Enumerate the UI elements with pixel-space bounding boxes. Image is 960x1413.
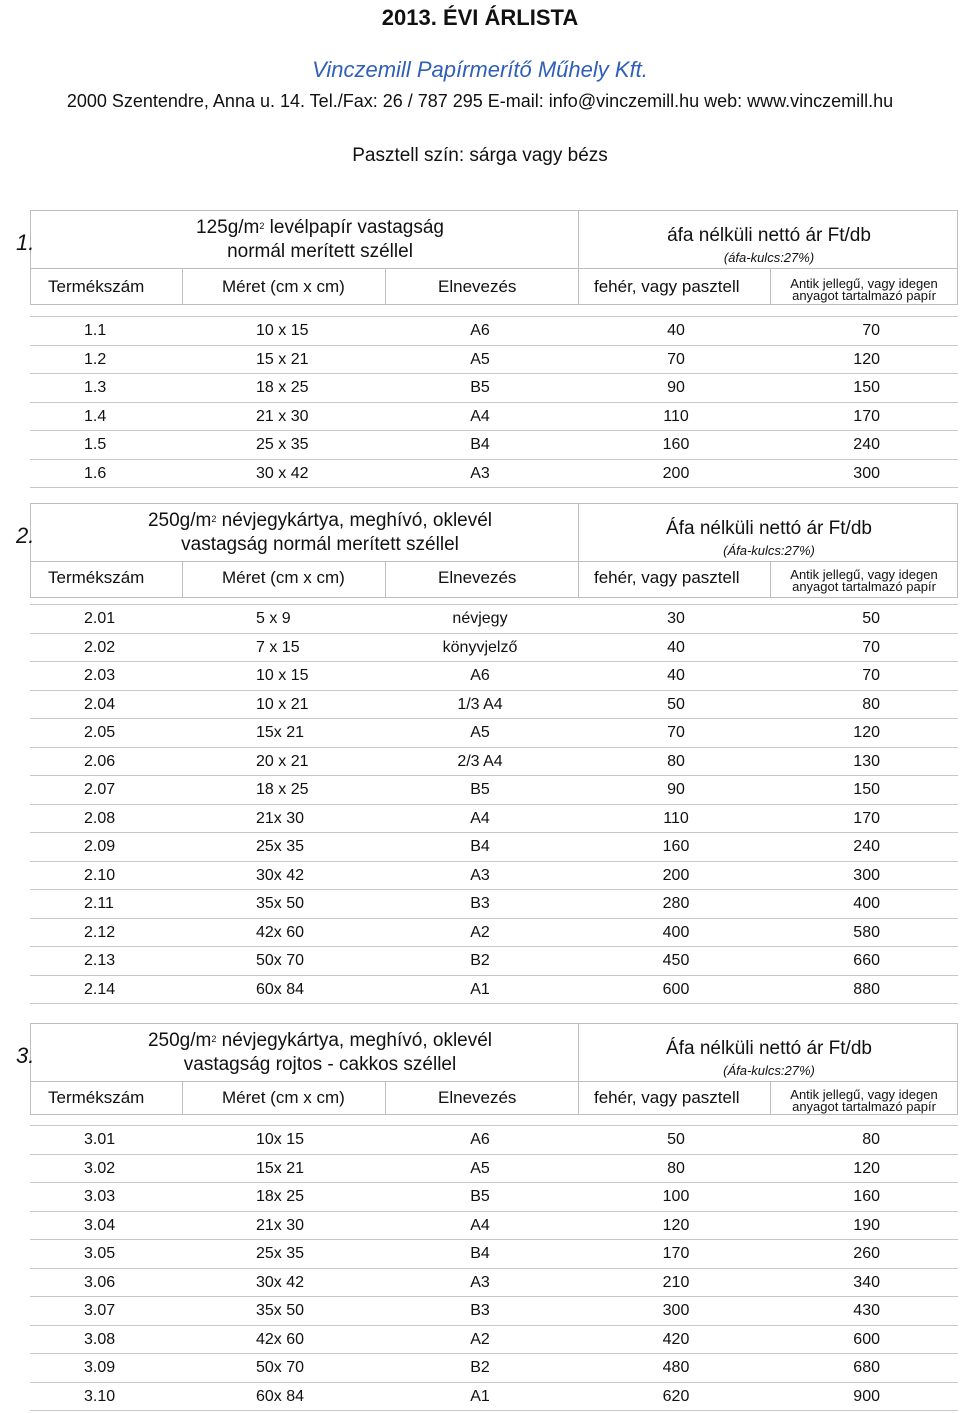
price-label: Áfa nélküli nettó ár Ft/db <box>666 518 872 539</box>
price-white: 100 <box>662 1188 690 1205</box>
price-white: 70 <box>667 350 685 368</box>
product-name: 2/3 A4 <box>457 752 503 770</box>
price-white: 200 <box>662 866 690 884</box>
size: 15x 21 <box>256 1159 305 1177</box>
size: 10 x 15 <box>256 667 309 684</box>
product-name: B4 <box>470 838 490 855</box>
product-name: A4 <box>470 407 490 425</box>
price-white: 90 <box>667 379 685 396</box>
table-row <box>0 1156 960 1184</box>
table-row <box>0 404 960 432</box>
description-line-1 <box>60 509 580 533</box>
table-row <box>0 863 960 891</box>
product-name: 1/3 A4 <box>457 695 503 713</box>
antik-line-2: anyagot tartalmazó papír <box>792 1099 936 1114</box>
price-white: 210 <box>662 1273 690 1291</box>
table-row <box>0 720 960 748</box>
table-row <box>0 834 960 862</box>
product-id: 3.10 <box>84 1387 116 1405</box>
size: 18 x 25 <box>256 379 309 396</box>
price-antik: 160 <box>853 1188 880 1205</box>
price-white: 40 <box>667 638 685 656</box>
row-divider <box>30 718 958 719</box>
price-antik: 70 <box>862 322 880 339</box>
price-antik: 150 <box>853 781 880 798</box>
table-row <box>0 1327 960 1355</box>
price-white: 80 <box>667 1159 685 1177</box>
row-divider <box>30 975 958 976</box>
product-name: A6 <box>470 322 490 339</box>
description-text: levélpapír vastagság <box>264 217 444 238</box>
column-header-id: Termékszám <box>48 1088 145 1107</box>
description-line-2: vastagság normál merített széllel <box>181 534 459 555</box>
table-row <box>0 635 960 663</box>
header-divider <box>385 1081 386 1115</box>
price-antik: 680 <box>853 1359 880 1376</box>
unit-superscript: 2 <box>259 221 265 231</box>
price-white: 90 <box>667 781 685 798</box>
size: 25x 35 <box>256 1245 305 1262</box>
price-antik: 150 <box>853 379 880 396</box>
price-antik: 260 <box>853 1245 880 1262</box>
paper-weight: 125g/m <box>196 217 260 238</box>
size: 42x 60 <box>256 1330 305 1348</box>
unit-superscript: 2 <box>211 1034 217 1044</box>
row-divider <box>30 1410 958 1411</box>
price-label: Áfa nélküli nettó ár Ft/db <box>666 1038 872 1059</box>
price-white: 280 <box>662 895 690 912</box>
price-antik: 120 <box>853 1159 880 1177</box>
column-header-id: Termékszám <box>48 568 145 587</box>
price-white: 160 <box>662 436 690 453</box>
table-row <box>0 461 960 489</box>
table-row <box>0 432 960 460</box>
table-row <box>0 1298 960 1326</box>
row-divider <box>30 1296 958 1297</box>
row-divider <box>30 373 958 374</box>
size: 50x 70 <box>256 952 305 969</box>
header-divider <box>182 1081 183 1115</box>
section-description <box>60 1029 580 1077</box>
price-antik: 70 <box>862 638 880 656</box>
product-id: 3.07 <box>84 1302 116 1319</box>
price-antik: 190 <box>853 1216 880 1234</box>
paper-weight: 250g/m <box>147 1030 212 1051</box>
row-divider <box>30 487 958 488</box>
row-divider <box>30 430 958 431</box>
product-name: A6 <box>470 667 490 684</box>
price-white: 30 <box>667 610 685 627</box>
column-header-antik <box>774 1089 954 1113</box>
size: 10 x 21 <box>256 695 309 713</box>
row-divider <box>30 316 958 317</box>
column-header-id: Termékszám <box>48 277 145 296</box>
table-row <box>0 318 960 346</box>
price-white: 160 <box>662 838 690 855</box>
row-divider <box>30 889 958 890</box>
size: 30x 42 <box>256 1273 305 1291</box>
column-header-name: Elnevezés <box>438 277 517 296</box>
price-antik: 600 <box>853 1330 880 1348</box>
product-id: 3.08 <box>84 1330 116 1348</box>
pastel-note: Pasztell szín: sárga vagy bézs <box>352 145 608 166</box>
price-antik: 50 <box>862 610 880 627</box>
header-divider <box>770 1081 771 1115</box>
product-id: 1.2 <box>84 350 107 368</box>
description-line-1 <box>60 216 580 240</box>
column-header-white: fehér, vagy pasztell <box>594 277 740 296</box>
column-header-antik <box>774 278 954 302</box>
size: 5 x 9 <box>256 610 291 627</box>
product-id: 1.1 <box>84 322 107 339</box>
product-id: 2.07 <box>84 781 116 798</box>
size: 30 x 42 <box>256 464 309 482</box>
price-white: 300 <box>662 1302 690 1319</box>
product-id: 1.3 <box>84 379 107 396</box>
antik-line-2: anyagot tartalmazó papír <box>792 579 936 594</box>
product-id: 3.03 <box>84 1188 116 1205</box>
description-line-1 <box>60 1029 580 1053</box>
size: 15 x 21 <box>256 350 309 368</box>
antik-line-2: anyagot tartalmazó papír <box>792 288 936 303</box>
product-id: 2.14 <box>84 980 116 998</box>
product-name: A3 <box>470 1273 490 1291</box>
product-name: A6 <box>470 1131 490 1148</box>
size: 10 x 15 <box>256 322 309 339</box>
price-white: 40 <box>667 667 685 684</box>
product-id: 2.12 <box>84 923 116 941</box>
product-id: 2.11 <box>84 895 114 912</box>
product-name: B4 <box>470 436 490 453</box>
product-name: A3 <box>470 866 490 884</box>
section-number: 3. <box>16 1043 35 1068</box>
column-header-size: Méret (cm x cm) <box>222 568 345 587</box>
price-antik: 400 <box>853 895 880 912</box>
row-divider <box>30 804 958 805</box>
price-white: 110 <box>663 407 689 425</box>
price-white: 600 <box>662 980 690 998</box>
header-divider <box>182 268 183 305</box>
product-id: 1.5 <box>84 436 107 453</box>
size: 50x 70 <box>256 1359 305 1376</box>
product-id: 2.05 <box>84 724 116 741</box>
price-antik: 120 <box>853 350 880 368</box>
size: 10x 15 <box>256 1131 305 1148</box>
row-divider <box>30 775 958 776</box>
price-white: 110 <box>663 809 689 827</box>
price-antik: 170 <box>853 407 880 425</box>
product-name: B2 <box>470 952 490 969</box>
table-row <box>0 749 960 777</box>
row-divider <box>30 690 958 691</box>
company-address: 2000 Szentendre, Anna u. 14. Tel./Fax: 26 / 787 295 E-mail: info@vinczemill.hu web: www.vinczemill.hu <box>66 91 894 111</box>
row-divider <box>30 1325 958 1326</box>
product-id: 3.04 <box>84 1216 116 1234</box>
row-divider <box>30 459 958 460</box>
table-row <box>0 347 960 375</box>
product-name: B5 <box>470 379 490 396</box>
product-name: A1 <box>470 1387 490 1405</box>
product-name: A5 <box>470 1159 490 1177</box>
header-divider <box>385 561 386 598</box>
table-row <box>0 1270 960 1298</box>
price-white: 80 <box>667 752 685 770</box>
row-divider <box>30 345 958 346</box>
product-name: A5 <box>470 724 490 741</box>
table-row <box>0 948 960 976</box>
row-divider <box>30 1268 958 1269</box>
size: 21x 30 <box>256 809 305 827</box>
table-row <box>0 692 960 720</box>
price-antik: 120 <box>853 724 880 741</box>
header-divider <box>182 561 183 598</box>
product-name: B3 <box>470 895 490 912</box>
product-name: A3 <box>470 464 490 482</box>
size: 30x 42 <box>256 866 305 884</box>
table-row <box>0 1127 960 1155</box>
antik-line-1: Antik jellegű, vagy idegen <box>790 276 938 291</box>
row-divider <box>30 1239 958 1240</box>
antik-line-1: Antik jellegű, vagy idegen <box>790 1087 938 1102</box>
header-rule <box>30 1081 958 1082</box>
size: 18x 25 <box>256 1188 305 1205</box>
row-divider <box>30 747 958 748</box>
section-number: 1. <box>16 230 35 255</box>
product-id: 2.09 <box>84 838 116 855</box>
price-antik: 430 <box>853 1302 880 1319</box>
description-line-2: normál merített széllel <box>227 241 413 262</box>
row-divider <box>30 946 958 947</box>
price-antik: 660 <box>853 952 880 969</box>
size: 35x 50 <box>256 895 305 912</box>
product-name: A4 <box>470 1216 490 1234</box>
header-rule <box>30 561 958 562</box>
table-row <box>0 663 960 691</box>
price-antik: 900 <box>853 1387 880 1405</box>
description-text: névjegykártya, meghívó, oklevél <box>216 1030 493 1051</box>
size: 60x 84 <box>256 1387 305 1405</box>
row-divider <box>30 1182 958 1183</box>
column-header-white: fehér, vagy pasztell <box>594 1088 740 1107</box>
vat-label: (áfa-kulcs:27%) <box>723 250 815 265</box>
price-white: 170 <box>662 1245 690 1262</box>
row-divider <box>30 918 958 919</box>
vat-label: (Áfa-kulcs:27%) <box>723 1063 815 1078</box>
row-divider <box>30 1154 958 1155</box>
product-id: 2.01 <box>84 610 116 627</box>
size: 7 x 15 <box>256 638 300 656</box>
row-divider <box>30 633 958 634</box>
price-antik: 80 <box>862 1131 880 1148</box>
product-name: A2 <box>470 1330 490 1348</box>
product-id: 1.6 <box>84 464 107 482</box>
product-name: A1 <box>470 980 490 998</box>
product-name: B5 <box>470 781 490 798</box>
table-row <box>0 1213 960 1241</box>
product-name: névjegy <box>452 610 508 627</box>
company-name: Vinczemill Papírmerítő Műhely Kft. <box>312 57 648 82</box>
price-white: 480 <box>662 1359 690 1376</box>
product-id: 3.05 <box>84 1245 116 1262</box>
description-line-2: vastagság rojtos - cakkos széllel <box>183 1054 457 1075</box>
size: 25x 35 <box>256 838 305 855</box>
product-id: 2.13 <box>84 952 116 969</box>
paper-weight: 250g/m <box>147 510 212 531</box>
column-header-name: Elnevezés <box>438 1088 517 1107</box>
row-divider <box>30 1353 958 1354</box>
table-row <box>0 1184 960 1212</box>
size: 15x 21 <box>256 724 305 741</box>
product-name: A4 <box>470 809 490 827</box>
price-antik: 880 <box>853 980 880 998</box>
price-white: 120 <box>662 1216 690 1234</box>
row-divider <box>30 861 958 862</box>
antik-line-1: Antik jellegű, vagy idegen <box>790 567 938 582</box>
row-divider <box>30 832 958 833</box>
price-antik: 580 <box>853 923 880 941</box>
column-header-name: Elnevezés <box>438 568 517 587</box>
row-divider <box>30 1382 958 1383</box>
price-antik: 240 <box>853 838 880 855</box>
price-white: 50 <box>667 695 685 713</box>
unit-superscript: 2 <box>211 514 217 524</box>
row-divider <box>30 604 958 605</box>
product-name: B3 <box>470 1302 490 1319</box>
product-name: B4 <box>470 1245 490 1262</box>
product-id: 2.04 <box>84 695 116 713</box>
size: 20 x 21 <box>256 752 309 770</box>
product-id: 2.06 <box>84 752 116 770</box>
table-row <box>0 920 960 948</box>
price-label: áfa nélküli nettó ár Ft/db <box>667 225 871 246</box>
header-divider <box>385 268 386 305</box>
page-title: 2013. ÉVI ÁRLISTA <box>381 5 579 30</box>
product-id: 3.01 <box>84 1131 116 1148</box>
price-white: 40 <box>667 322 685 339</box>
price-white: 50 <box>667 1131 685 1148</box>
price-white: 200 <box>662 464 690 482</box>
product-id: 2.02 <box>84 638 116 656</box>
table-row <box>0 977 960 1005</box>
size: 60x 84 <box>256 980 305 998</box>
price-antik: 300 <box>853 464 880 482</box>
price-antik: 80 <box>862 695 880 713</box>
vat-label: (Áfa-kulcs:27%) <box>723 543 815 558</box>
size: 42x 60 <box>256 923 305 941</box>
price-antik: 130 <box>853 752 880 770</box>
table-row <box>0 891 960 919</box>
header-rule <box>30 268 958 269</box>
product-id: 2.08 <box>84 809 116 827</box>
product-name: könyvjelző <box>442 638 518 656</box>
price-antik: 70 <box>862 667 880 684</box>
row-divider <box>30 1125 958 1126</box>
product-id: 3.09 <box>84 1359 116 1376</box>
product-name: B5 <box>470 1188 490 1205</box>
price-white: 400 <box>662 923 690 941</box>
size: 21 x 30 <box>256 407 309 425</box>
price-antik: 240 <box>853 436 880 453</box>
header-divider <box>770 268 771 305</box>
section-description <box>60 509 580 557</box>
header-divider <box>770 561 771 598</box>
price-antik: 170 <box>853 809 880 827</box>
row-divider <box>30 661 958 662</box>
product-name: A2 <box>470 923 490 941</box>
column-header-antik <box>774 569 954 593</box>
table-row <box>0 606 960 634</box>
price-white: 420 <box>662 1330 690 1348</box>
price-antik: 340 <box>853 1273 880 1291</box>
description-text: névjegykártya, meghívó, oklevél <box>216 510 493 531</box>
price-antik: 300 <box>853 866 880 884</box>
product-id: 3.06 <box>84 1273 116 1291</box>
size: 18 x 25 <box>256 781 309 798</box>
product-name: B2 <box>470 1359 490 1376</box>
price-white: 450 <box>662 952 690 969</box>
column-header-size: Méret (cm x cm) <box>222 1088 345 1107</box>
column-header-size: Méret (cm x cm) <box>222 277 345 296</box>
row-divider <box>30 402 958 403</box>
row-divider <box>30 1211 958 1212</box>
size: 21x 30 <box>256 1216 305 1234</box>
table-row <box>0 806 960 834</box>
product-id: 1.4 <box>84 407 107 425</box>
price-white: 620 <box>662 1387 690 1405</box>
section-number: 2. <box>16 523 35 548</box>
table-row <box>0 1241 960 1269</box>
table-row <box>0 375 960 403</box>
table-row <box>0 1355 960 1383</box>
product-id: 2.10 <box>84 866 116 884</box>
size: 25 x 35 <box>256 436 309 453</box>
size: 35x 50 <box>256 1302 305 1319</box>
product-id: 2.03 <box>84 667 116 684</box>
table-row <box>0 777 960 805</box>
column-header-white: fehér, vagy pasztell <box>594 568 740 587</box>
product-name: A5 <box>470 350 490 368</box>
product-id: 3.02 <box>84 1159 116 1177</box>
section-description <box>60 216 580 264</box>
table-row <box>0 1384 960 1412</box>
price-white: 70 <box>667 724 685 741</box>
row-divider <box>30 1003 958 1004</box>
